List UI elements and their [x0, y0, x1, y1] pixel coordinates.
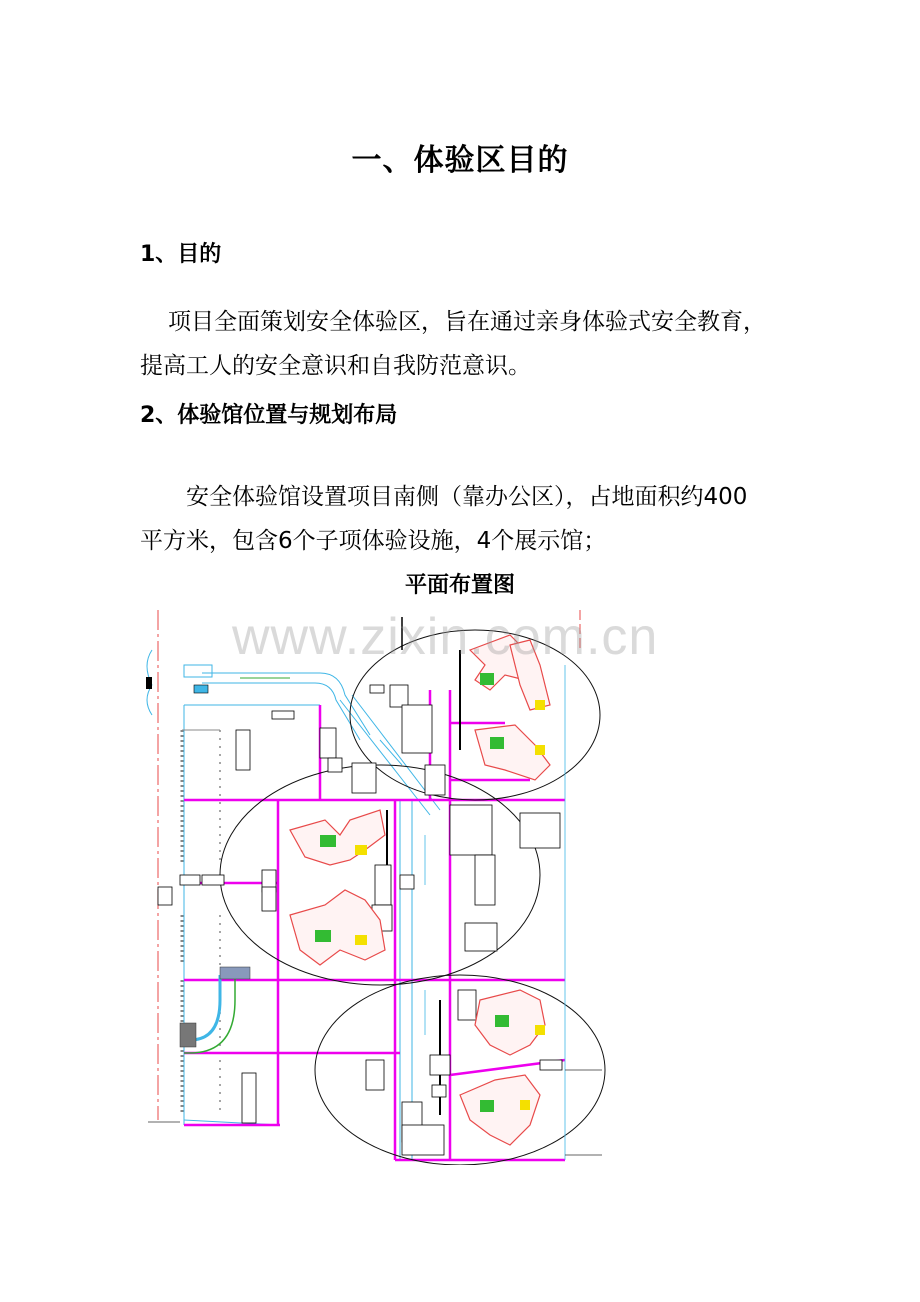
section-paragraph-layout: 安全体验馆设置项目南侧（靠办公区），占地面积约400平方米，包含6个子项体验设施，4个展示馆； [140, 484, 748, 554]
floor-plan-drawing [140, 605, 610, 1165]
section-paragraph-purpose: 项目全面策划安全体验区，旨在通过亲身体验式安全教育，提高工人的安全意识和自我防范意识。 [140, 309, 766, 379]
section-heading-layout: 2、体验馆位置与规划布局 [140, 403, 398, 428]
watermark-text: www.zixin.com.cn [232, 608, 659, 666]
page-title: 一、体验区目的 [351, 143, 569, 178]
section-heading-purpose: 1、目的 [140, 242, 222, 267]
figure-caption: 平面布置图 [404, 573, 515, 598]
building-cluster-middle [290, 810, 385, 965]
